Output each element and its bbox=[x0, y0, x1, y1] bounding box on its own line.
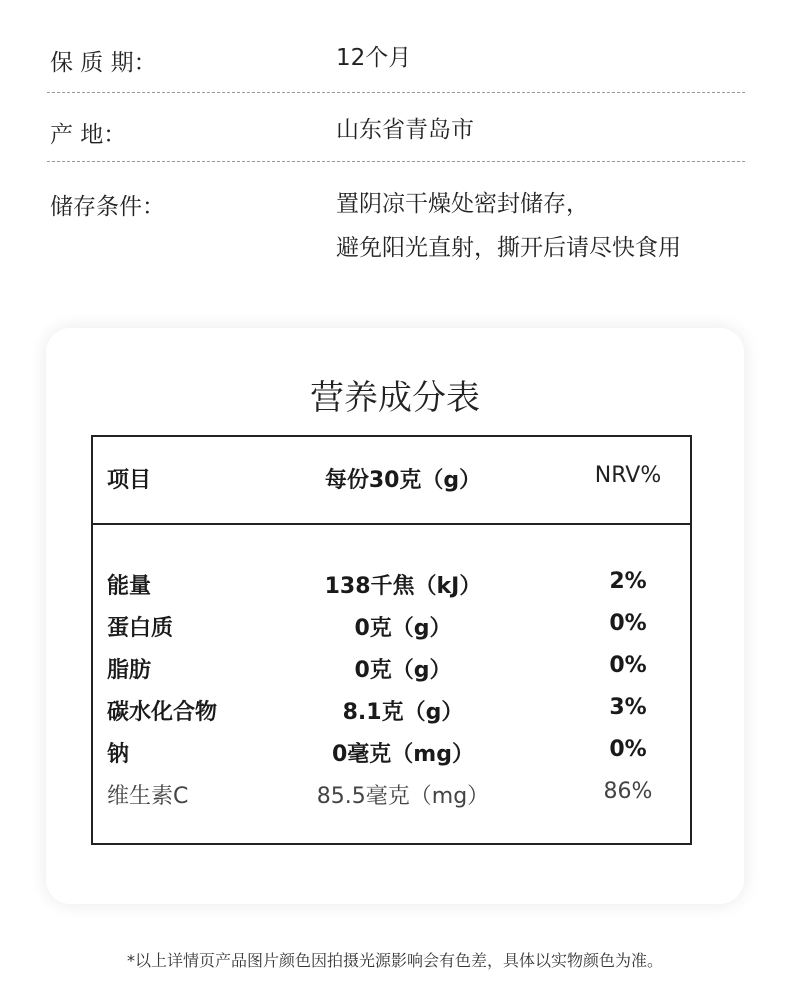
row-amount: 138千焦（kJ） bbox=[324, 574, 482, 599]
row-nrv: 3% bbox=[609, 695, 647, 720]
nutrition-table-header bbox=[93, 437, 690, 525]
nutrition-card bbox=[46, 328, 744, 904]
row-name: 碳水化合物 bbox=[107, 700, 218, 725]
row-nrv: 2% bbox=[609, 569, 647, 594]
header-item: 项目 bbox=[107, 468, 152, 493]
divider bbox=[47, 92, 745, 93]
origin-label: 产 地： bbox=[50, 122, 127, 148]
row-nrv: 86% bbox=[603, 779, 653, 804]
header-nrv: NRV% bbox=[594, 463, 662, 488]
row-nrv: 0% bbox=[609, 611, 647, 636]
storage-value-line2: 避免阳光直射，撕开后请尽快食用 bbox=[336, 235, 681, 261]
nutrition-title: 营养成分表 bbox=[310, 378, 480, 418]
row-name: 能量 bbox=[107, 574, 152, 599]
row-amount: 0克（g） bbox=[354, 616, 452, 641]
shelf-life-value: 12个月 bbox=[336, 45, 412, 71]
shelf-life-label: 保 质 期： bbox=[50, 50, 157, 76]
row-name: 蛋白质 bbox=[107, 616, 174, 641]
row-nrv: 0% bbox=[609, 653, 647, 678]
row-amount: 8.1克（g） bbox=[342, 700, 464, 725]
divider bbox=[47, 161, 745, 162]
row-amount: 85.5毫克（mg） bbox=[316, 784, 490, 809]
origin-value: 山东省青岛市 bbox=[336, 117, 474, 143]
row-nrv: 0% bbox=[609, 737, 647, 762]
header-per-serving: 每份30克（g） bbox=[324, 468, 482, 493]
row-name: 钠 bbox=[107, 742, 130, 767]
row-name: 维生素C bbox=[107, 784, 189, 809]
row-amount: 0克（g） bbox=[354, 658, 452, 683]
row-name: 脂肪 bbox=[107, 658, 152, 683]
footnote: *以上详情页产品图片颜色因拍摄光源影响会有色差，具体以实物颜色为准。 bbox=[126, 951, 663, 970]
storage-label: 储存条件： bbox=[50, 194, 165, 220]
storage-value-line1: 置阴凉干燥处密封储存， bbox=[336, 191, 589, 217]
row-amount: 0毫克（mg） bbox=[332, 742, 474, 767]
nutrition-table bbox=[91, 435, 692, 845]
